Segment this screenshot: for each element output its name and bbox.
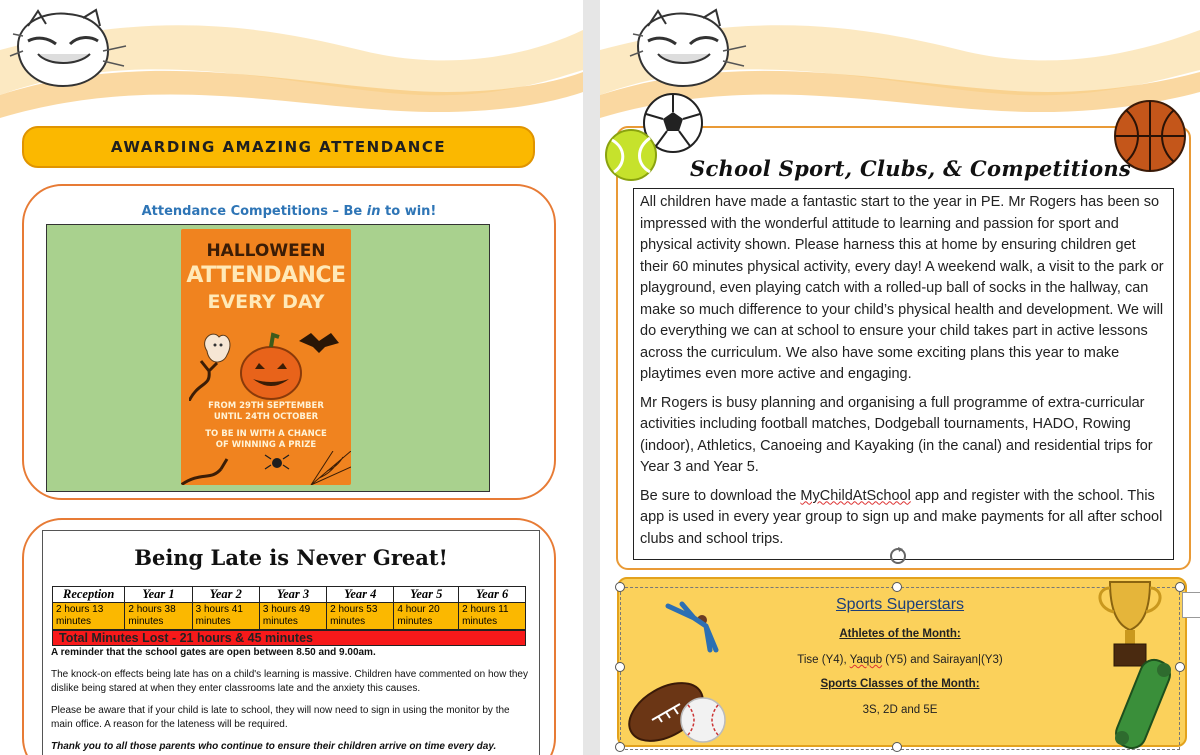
table-row <box>53 603 526 630</box>
table-cell: 3 hours 49 minutes <box>259 603 326 630</box>
athletes-heading: Athletes of the Month: <box>839 628 961 640</box>
sports-superstars-title: Sports Superstars <box>835 596 965 613</box>
cobweb-icon <box>181 451 351 485</box>
tiger-mascot-icon <box>8 6 128 96</box>
app-text-before: Be sure to download the <box>640 487 801 504</box>
sport-paragraph-1: All children have made a fantastic start to the year in PE. Mr Rogers has been so impressed with the wonderful attitude to learning and passion for sport and physical activity shown. Please harness this at home by ensuring children get their 60 minutes physical activity, every day! A weekend walk, a visit to the park or playground, even playing catch with a rolled-up ball of socks in the hallway, can make so much difference to your child’s physical health and development. We will do everything we can at school to ensure your child takes part in active lessons across the curriculum. We also have some exciting plans this year to make playtimes even more active and engaging. <box>640 194 1164 382</box>
tiger-mascot-icon <box>628 6 748 96</box>
halloween-poster <box>181 229 351 485</box>
gates-reminder: A reminder that the school gates are open between 8.50 and 9.00am. <box>51 647 376 658</box>
app-text-after: app and register with the school. This app is used in every year group to sign up and make payments for all after school clubs and school trips. <box>640 487 1163 547</box>
pumpkin-icon <box>189 321 343 401</box>
resize-handle[interactable] <box>892 582 902 592</box>
knock-on-text: The knock-on effects being late has on a child's learning is massive. Children have commented on how they dislike being stared at when they enter classrooms late and the anxiety this causes. <box>51 669 528 694</box>
app-name: MyChildAtSchool <box>800 487 911 504</box>
poster-line3: EVERY DAY <box>207 291 325 313</box>
sport-paragraph-3 <box>640 486 1167 551</box>
thanks-text: Thank you to all those parents who continue to ensure their children arrive on time every day. <box>51 741 497 752</box>
sign-in-text: Please be aware that if your child is late to school, they will now need to sign in using the monitor by the main office. A reason for the lateness will be required. <box>51 705 510 730</box>
banner-title: AWARDING AMAZING ATTENDANCE <box>110 138 447 156</box>
competition-title: Attendance Competitions – Be in to win! <box>141 204 437 219</box>
table-header: Year 6 <box>459 587 526 603</box>
sport-paragraph-2: Mr Rogers is busy planning and organising a full programme of extra-curricular activities including football matches, Dodgeball tournaments, HADO, Rowing (indoor), Athletics, Canoeing and Kayaking (in the canal) and residential trips for Year 3 and Year 5. <box>640 394 1153 475</box>
left-page <box>0 0 583 755</box>
table-header-row <box>53 587 526 603</box>
poster-date-until: UNTIL 24TH OCTOBER <box>213 412 319 422</box>
poster-prize-line2: OF WINNING A PRIZE <box>215 440 317 450</box>
athletes-list <box>600 654 1200 666</box>
table-cell: 2 hours 11 minutes <box>459 603 526 630</box>
poster-dates <box>181 401 351 423</box>
lateness-panel <box>42 530 540 755</box>
table-header: Reception <box>53 587 125 603</box>
resize-handle[interactable] <box>615 582 625 592</box>
resize-handle[interactable] <box>1175 582 1185 592</box>
resize-handle[interactable] <box>892 742 902 752</box>
athletes-name-2: Yaqub <box>849 654 883 666</box>
page-gap <box>583 0 600 755</box>
tennis-ball-icon <box>604 128 658 182</box>
rotate-handle-icon[interactable] <box>887 545 909 567</box>
attendance-banner <box>22 126 535 168</box>
sport-title: School Sport, Clubs, & Competitions <box>690 156 1132 181</box>
lateness-table <box>52 586 526 630</box>
table-cell: 2 hours 38 minutes <box>125 603 192 630</box>
athletes-name-3: (Y5) and Sairayan|(Y3) <box>882 654 1003 666</box>
table-header: Year 1 <box>125 587 192 603</box>
table-header: Year 2 <box>192 587 259 603</box>
total-minutes-lost: Total Minutes Lost - 21 hours & 45 minutes <box>52 630 526 646</box>
poster-prize <box>181 429 351 451</box>
sport-text-box[interactable] <box>633 188 1174 560</box>
poster-line2: ATTENDANCE <box>186 263 346 288</box>
poster-date-from: FROM 29TH SEPTEMBER <box>208 401 324 411</box>
table-cell: 4 hour 20 minutes <box>394 603 459 630</box>
classes-heading: Sports Classes of the Month: <box>820 678 980 690</box>
poster-frame <box>46 224 490 492</box>
table-header: Year 5 <box>394 587 459 603</box>
table-header: Year 4 <box>327 587 394 603</box>
baseball-icon <box>678 695 728 745</box>
attendance-competition-box <box>22 184 556 500</box>
lateness-box <box>22 518 556 755</box>
table-header: Year 3 <box>259 587 326 603</box>
lateness-title: Being Late is Never Great! <box>134 545 448 570</box>
table-cell: 2 hours 53 minutes <box>327 603 394 630</box>
classes-list: 3S, 2D and 5E <box>862 704 938 716</box>
poster-prize-line1: TO BE IN WITH A CHANCE <box>205 429 327 439</box>
athletes-name-1: Tise (Y4), <box>797 654 850 666</box>
layout-options-tab[interactable] <box>1182 592 1200 618</box>
poster-line1: HALLOWEEN <box>206 241 326 261</box>
right-page <box>600 0 1200 755</box>
table-cell: 3 hours 41 minutes <box>192 603 259 630</box>
table-cell: 2 hours 13 minutes <box>53 603 125 630</box>
